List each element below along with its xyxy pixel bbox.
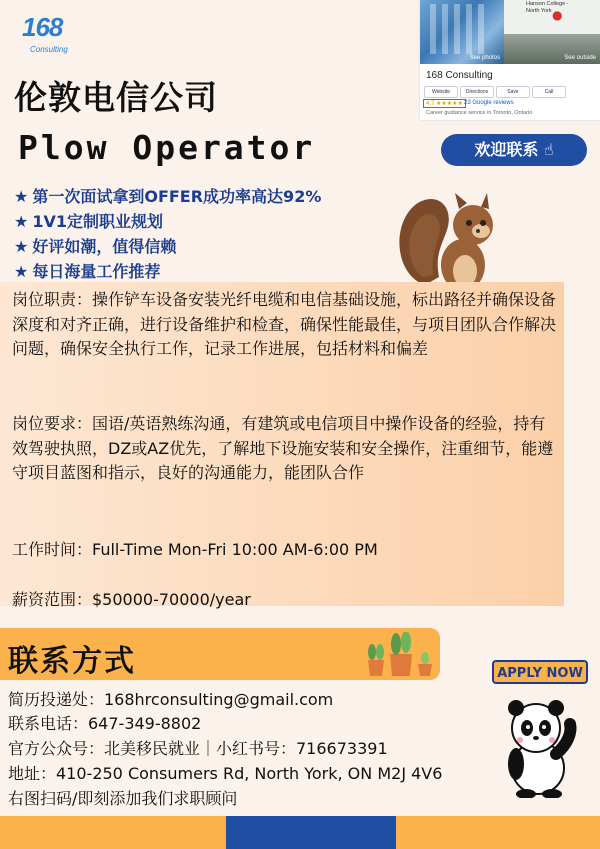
highlight-item [14,209,163,232]
star-icon: ★ [14,237,29,256]
squirrel-illustration [395,185,505,295]
star-icon: ★ [14,212,29,231]
contact-phone: 联系电话：647-349-8802 [8,714,202,733]
contact-section-title: 联系方式 [8,644,136,679]
job-title: Plow Operator [18,128,316,167]
work-hours: 工作时间：Full-Time Mon-Fri 10:00 AM-6:00 PM [12,540,378,559]
job-requirements: 岗位要求：国语/英语熟练沟通，有建筑或电信项目中操作设备的经验，持有效驾驶执照，DZ或AZ优先，了解地下设施安装和安全操作，注重细节，能遵守项目蓝图和指示，良好的沟通能力，能团队合作 [12,414,554,482]
rating-badge: 4.7 ★★★★★ [423,99,466,108]
contact-us-label: 欢迎联系 [474,140,539,159]
highlight-text: 1V1定制职业规划 [32,212,163,231]
star-icon: ★ [14,262,29,281]
business-name: 168 Consulting [426,70,493,81]
map-pin-icon: ● [552,8,563,22]
resume-email: 简历投递处：168hrconsulting@gmail.com [8,690,334,709]
potted-plants-icon [362,632,438,678]
logo-number: 168 [22,12,63,42]
logo-tagline: Consulting [30,45,68,54]
google-business-card[interactable] [420,0,600,120]
highlight-text: 每日海量工作推荐 [32,262,161,281]
highlight-item [14,234,176,257]
star-icon: ★ [14,187,29,206]
map-label: Hanson College - North York [526,1,569,14]
contact-us-button[interactable] [441,134,587,166]
highlight-item [14,259,160,282]
highlight-item [14,184,321,207]
map-thumbnail[interactable] [504,0,600,34]
job-duties: 岗位职责：操作铲车设备安装光纤电缆和电信基础设施，标出路径并确保设备深度和对齐正确，进行设备维护和检查，确保性能最佳，与项目团队合作解决问题，确保安全执行工作，记录工作进展，包括材料和偏差 [12,290,557,358]
street-view-thumbnail[interactable] [504,34,600,64]
reviews-link[interactable]: 23 Google reviews [464,100,514,106]
footer-bar-right [396,816,600,849]
call-button[interactable]: Call [532,86,566,98]
building-photo[interactable] [420,0,504,64]
apply-now-button[interactable]: APPLY NOW [492,660,588,684]
highlight-text: 好评如潮，值得信赖 [32,237,177,256]
pointer-hand-icon: ☝ [543,140,554,159]
salary-range: 薪资范围：$50000-70000/year [12,590,251,609]
website-button[interactable]: Website [424,86,458,98]
footer-bar-left [0,816,226,849]
panda-illustration [498,694,582,798]
office-address: 地址：410-250 Consumers Rd, North York, ON M2J 4V6 [8,764,443,783]
company-title: 伦敦电信公司 [14,78,218,117]
see-outside-link[interactable]: See outside [564,55,596,61]
footer-bar-middle [226,816,396,849]
social-accounts: 官方公众号：北美移民就业｜小红书号：716673391 [8,739,388,758]
company-logo [18,12,78,56]
see-photos-link[interactable]: See photos [469,55,500,61]
save-button[interactable]: Save [496,86,530,98]
scan-instruction: 右图扫码/即刻添加我们求职顾问 [8,789,238,808]
directions-button[interactable]: Directions [460,86,494,98]
highlight-text: 第一次面试拿到OFFER成功率高达92% [32,187,322,206]
business-description: Career guidance service in Toronto, Ontario [426,110,533,116]
